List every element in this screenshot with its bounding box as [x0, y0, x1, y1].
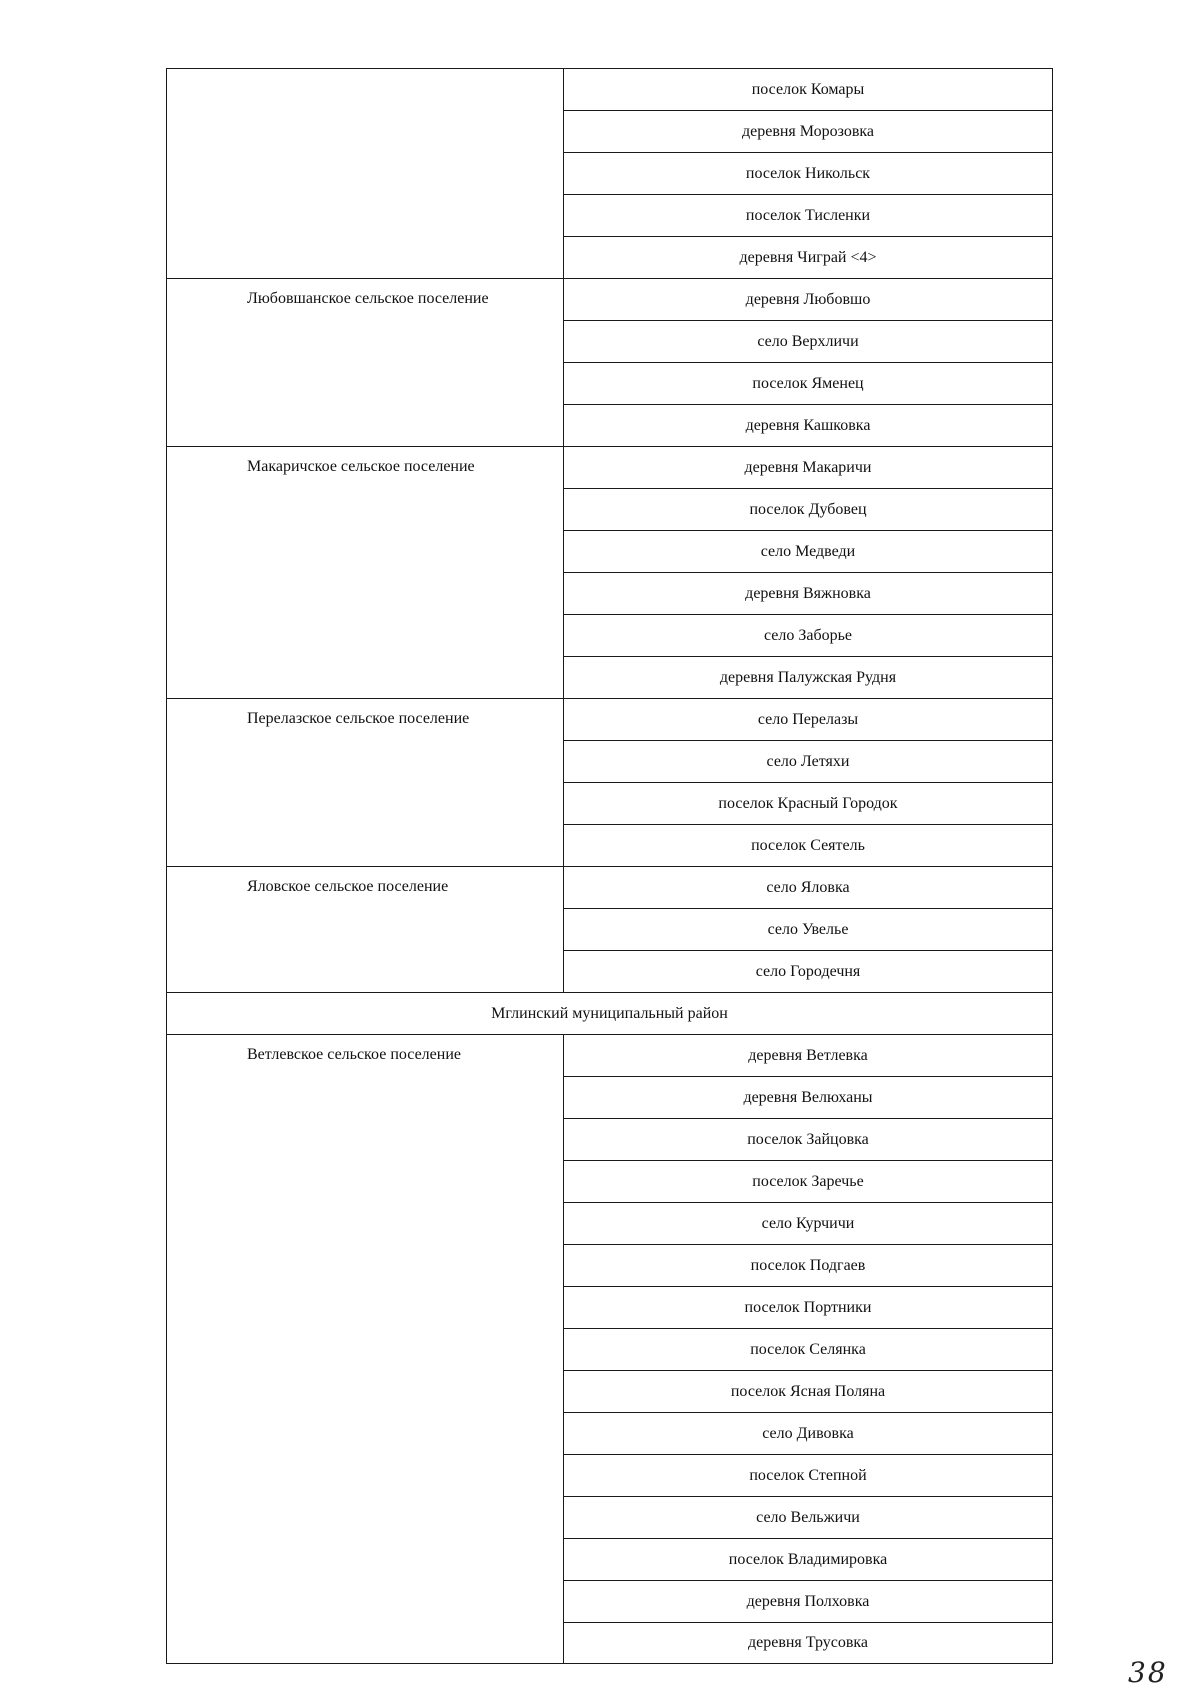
settlement-cell: село Увелье [564, 909, 1053, 951]
settlement-cell: деревня Трусовка [564, 1623, 1053, 1664]
table-row [167, 279, 1053, 321]
settlement-cell: поселок Ясная Поляна [564, 1371, 1053, 1413]
settlement-cell: поселок Красный Городок [564, 783, 1053, 825]
municipality-cell [167, 69, 564, 279]
settlement-cell: село Городечня [564, 951, 1053, 993]
settlement-cell: село Курчичи [564, 1203, 1053, 1245]
settlement-cell: деревня Макаричи [564, 447, 1053, 489]
settlement-cell: село Дивовка [564, 1413, 1053, 1455]
settlement-cell: поселок Портники [564, 1287, 1053, 1329]
settlement-cell: деревня Любовшо [564, 279, 1053, 321]
table-row [167, 699, 1053, 741]
settlement-cell: деревня Полховка [564, 1581, 1053, 1623]
municipality-cell: Яловское сельское поселение [167, 867, 564, 993]
settlement-cell: поселок Зайцовка [564, 1119, 1053, 1161]
settlement-cell: деревня Велюханы [564, 1077, 1053, 1119]
municipality-cell: Ветлевское сельское поселение [167, 1035, 564, 1664]
table-row [167, 69, 1053, 111]
settlement-cell: село Перелазы [564, 699, 1053, 741]
settlement-cell: деревня Ветлевка [564, 1035, 1053, 1077]
settlement-cell: село Заборье [564, 615, 1053, 657]
settlement-cell: поселок Селянка [564, 1329, 1053, 1371]
settlement-cell: село Вельжичи [564, 1497, 1053, 1539]
municipality-cell: Макаричское сельское поселение [167, 447, 564, 699]
settlement-cell: деревня Палужская Рудня [564, 657, 1053, 699]
municipality-cell: Перелазское сельское поселение [167, 699, 564, 867]
settlement-cell: село Яловка [564, 867, 1053, 909]
settlement-cell: поселок Заречье [564, 1161, 1053, 1203]
settlements-table [166, 68, 1053, 1664]
municipality-cell: Любовшанское сельское поселение [167, 279, 564, 447]
settlement-cell: поселок Сеятель [564, 825, 1053, 867]
settlement-cell: поселок Тисленки [564, 195, 1053, 237]
settlement-cell: село Верхличи [564, 321, 1053, 363]
district-name: Мглинский муниципальный район [167, 993, 1053, 1035]
settlement-cell: поселок Дубовец [564, 489, 1053, 531]
settlement-cell: деревня Чиграй <4> [564, 237, 1053, 279]
settlements-table-body [167, 69, 1053, 1664]
settlement-cell: поселок Степной [564, 1455, 1053, 1497]
settlement-cell: село Медведи [564, 531, 1053, 573]
settlement-cell: поселок Подгаев [564, 1245, 1053, 1287]
page-number: 38 [1128, 1656, 1168, 1689]
table-row [167, 867, 1053, 909]
settlement-cell: поселок Комары [564, 69, 1053, 111]
settlement-cell: деревня Кашковка [564, 405, 1053, 447]
settlement-cell: село Летяхи [564, 741, 1053, 783]
settlement-cell: поселок Яменец [564, 363, 1053, 405]
table-row [167, 1035, 1053, 1077]
settlement-cell: деревня Вяжновка [564, 573, 1053, 615]
settlement-cell: поселок Владимировка [564, 1539, 1053, 1581]
district-row [167, 993, 1053, 1035]
table-row [167, 447, 1053, 489]
settlement-cell: деревня Морозовка [564, 111, 1053, 153]
settlement-cell: поселок Никольск [564, 153, 1053, 195]
